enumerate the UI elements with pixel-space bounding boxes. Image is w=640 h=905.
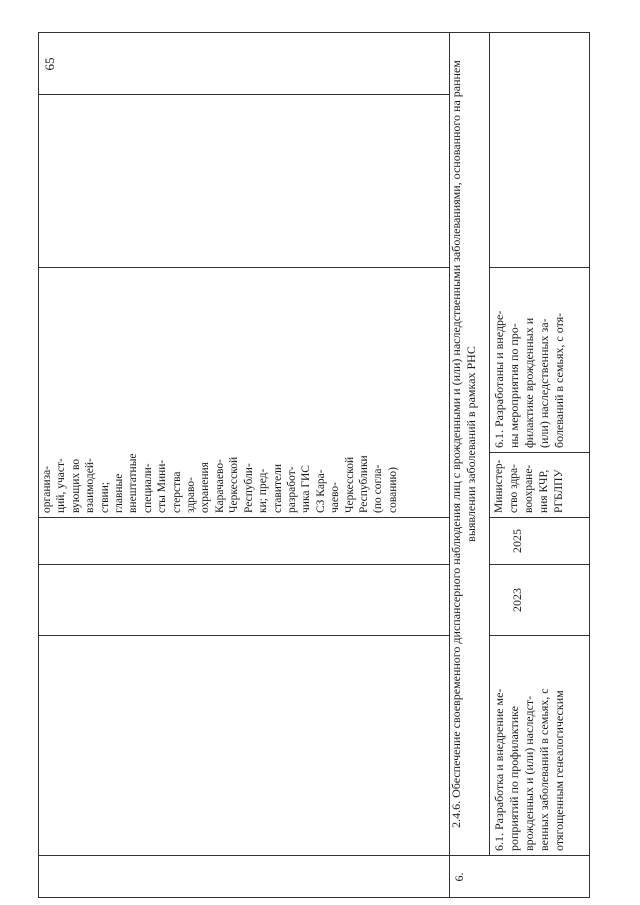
rotated-table-page bbox=[38, 32, 590, 898]
col-divider-11 bbox=[38, 94, 449, 95]
col-divider-1 bbox=[38, 855, 590, 856]
result-cell: 6.1. Разработаны и внедре- ны мероприятия по про- филактике врожденных и (или) наследственных за- болеваний в семьях, с отя- bbox=[492, 310, 566, 448]
col-divider-7 bbox=[38, 517, 449, 518]
col-divider-9 bbox=[38, 267, 449, 268]
section-heading: 2.4.6. Обеспечение своевременного диспансерного наблюдения лиц с врожденными и (или) наследственными заболеваниями, основанного на раннем выявлении заболеваний в рамках РНС bbox=[449, 60, 478, 828]
executors-cell: Министер- ство здра- воохране- ния КЧР, РГБЛПУ bbox=[493, 459, 565, 513]
col-divider-4 bbox=[38, 564, 449, 565]
start-year-cell: 2023 bbox=[510, 588, 524, 612]
col-divider-2 bbox=[38, 635, 449, 636]
activity-cell: 6.1. Разработка и внедрение ме- роприятий по профилактике врожденных и (или) наследст- венных заболеваний в семьях, с отягощенным генеалогическим bbox=[492, 688, 566, 851]
page-number: 65 bbox=[42, 57, 57, 71]
row-number: 6. bbox=[452, 872, 466, 882]
end-year-cell: 2025 bbox=[510, 529, 524, 553]
col-divider-5 bbox=[489, 564, 590, 565]
col-divider-6 bbox=[489, 517, 590, 518]
top-executors-cell: организа- ций, участ- вующих во взаимодей- ствии; главные внештатные специали- сты Мини- стерства здраво- охранения Карачаево- Черкесской Республи- ки; пред- ставители разработ- чика ГИС СЗ Кара- чаево- Черкесской Республики (по согла- сованию) bbox=[41, 453, 399, 513]
